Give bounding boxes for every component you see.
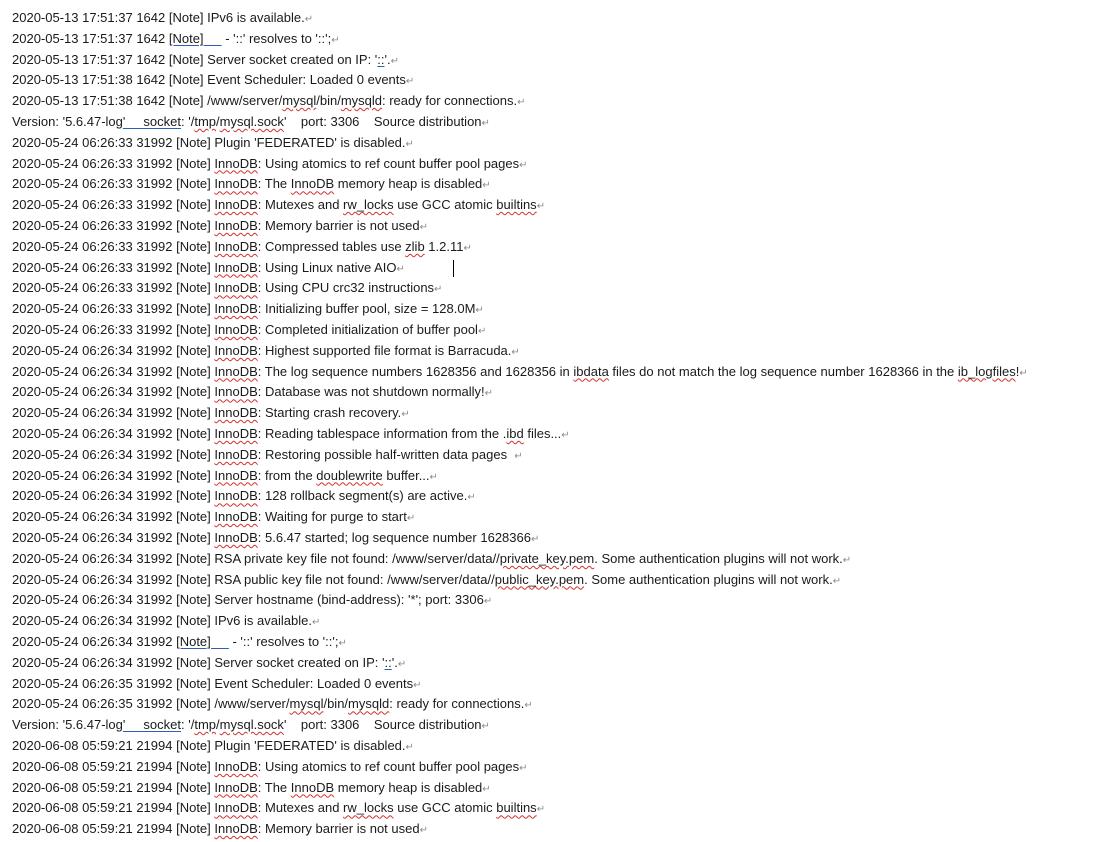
- log-line-text: /bin/: [316, 93, 341, 109]
- log-line-text: 2020-05-24 06:26:34 31992 [Note]: [12, 530, 215, 545]
- log-line-text: InnoDB: [214, 800, 258, 816]
- paragraph-mark-icon: ↵: [419, 222, 428, 233]
- paragraph-mark-icon: ↵: [561, 430, 570, 441]
- paragraph-mark-icon: ↵: [524, 700, 533, 712]
- log-line-text: Version: '5.6.47-log: [12, 717, 123, 733]
- log-line-text: ibd: [506, 426, 524, 441]
- log-line-text: mysql.sock: [219, 114, 284, 129]
- log-line-text: : Memory barrier is not used: [257, 821, 420, 837]
- log-line-text: . Some authentication plugins will not work.: [594, 550, 843, 566]
- paragraph-mark-icon: ↵: [483, 596, 493, 608]
- log-line-text: : Using atomics to ref count buffer pool pages: [257, 758, 520, 774]
- log-line-text: 2020-05-24 06:26:35 31992 [Note] /www/server/: [12, 696, 290, 712]
- log-line-text: : Database was not shutdown normally!: [257, 384, 485, 400]
- log-line-text: 2020-05-24 06:26:34 31992 [Note] Server hostname (bind-address): '*'; port: 3306: [12, 592, 484, 608]
- log-line-text: builtins: [496, 197, 537, 213]
- log-line-text: : Mutexes and: [257, 800, 344, 816]
- log-line[interactable]: [12, 341, 520, 362]
- log-line-text: : Using atomics to ref count buffer pool pages: [257, 155, 520, 171]
- log-line-text: 2020-05-24 06:26:34 31992: [12, 634, 177, 649]
- log-line[interactable]: [12, 299, 484, 320]
- log-line-text: : Completed initialization of buffer pool: [257, 322, 478, 337]
- log-line[interactable]: [12, 258, 405, 279]
- log-line-text: 2020-06-08 05:59:21 21994 [Note]: [12, 821, 215, 837]
- log-line-text: : Restoring possible half-written data pages: [257, 446, 515, 462]
- log-line-text: InnoDB: [214, 218, 258, 233]
- paragraph-mark-icon: ↵: [429, 471, 438, 483]
- paragraph-mark-icon: ↵: [463, 242, 472, 254]
- paragraph-mark-icon: ↵: [1019, 367, 1028, 379]
- log-line-text: : 128 rollback segment(s) are active.: [257, 488, 468, 504]
- log-line-text: : Compressed tables use: [257, 238, 406, 254]
- log-line-text: 2020-05-24 06:26:34 31992 [Note] RSA private key file not found: /www/server/data//: [12, 550, 500, 566]
- log-line-text: ' socket: [122, 114, 182, 129]
- log-line-text: 2020-05-13 17:51:37 1642 [Note] Server socket created on IP: ': [12, 51, 378, 67]
- log-line-text: builtins: [496, 800, 537, 816]
- log-line-text: : Initializing buffer pool, size = 128.0M: [257, 301, 476, 317]
- log-line-text: /: [216, 114, 220, 129]
- log-line[interactable]: [12, 320, 486, 341]
- log-line-text: 2020-05-24 06:26:34 31992 [Note] RSA public key file not found: /www/server/data//: [12, 571, 495, 587]
- paragraph-mark-icon: ↵: [434, 284, 443, 296]
- log-line[interactable]: [12, 694, 533, 715]
- log-line-text: InnoDB: [214, 155, 258, 171]
- log-line-text: InnoDB: [214, 238, 258, 254]
- log-line-text: 2020-05-24 06:26:34 31992 [Note]: [12, 426, 215, 441]
- log-line-text: 2020-05-24 06:26:35 31992 [Note] Event Scheduler: Loaded 0 events: [12, 675, 414, 691]
- log-line[interactable]: [12, 549, 851, 570]
- log-line-text: 2020-05-13 17:51:38 1642 [Note] Event Scheduler: Loaded 0 events: [12, 72, 406, 88]
- log-line-text: mysql.sock: [219, 717, 284, 733]
- log-line-text: : Waiting for purge to start: [257, 509, 407, 525]
- log-line-text: : Memory barrier is not used: [257, 218, 420, 233]
- log-line-text: InnoDB: [214, 779, 258, 795]
- log-line-text: 2020-05-13 17:51:37 1642 [Note] IPv6 is available.: [12, 10, 305, 25]
- log-line-text: : 5.6.47 started; log sequence number 1628366: [257, 530, 531, 545]
- log-line-text: : ready for connections.: [382, 93, 518, 109]
- log-line-text: 2020-06-08 05:59:21 21994 [Note]: [12, 779, 215, 795]
- log-line-text: InnoDB: [214, 322, 258, 337]
- log-line-text: /bin/: [323, 696, 349, 712]
- log-line-text: InnoDB: [214, 197, 258, 213]
- log-line-text: InnoDB: [214, 467, 258, 483]
- log-line-text: InnoDB: [290, 176, 335, 192]
- log-line-text: : Mutexes and: [257, 197, 344, 213]
- log-line-text: InnoDB: [214, 259, 258, 275]
- log-line[interactable]: [12, 403, 410, 424]
- log-line-text: . Some authentication plugins will not work.: [584, 571, 833, 587]
- log-line-text: rw_locks: [343, 197, 394, 213]
- log-line-text: 2020-05-13 17:51:37 1642: [12, 30, 169, 46]
- log-line-text: 2020-05-24 06:26:34 31992 [Note] Server socket created on IP: ': [12, 654, 385, 670]
- log-line-text: 2020-05-24 06:26:33 31992 [Note]: [12, 280, 215, 296]
- log-line[interactable]: [12, 736, 414, 757]
- log-line[interactable]: [12, 486, 476, 507]
- log-line-text: : The: [257, 176, 291, 192]
- log-line[interactable]: [12, 174, 491, 195]
- log-line-text: 2020-05-24 06:26:34 31992 [Note]: [12, 342, 215, 358]
- log-line[interactable]: [12, 466, 438, 487]
- log-line-text: tmp: [194, 114, 217, 129]
- log-line-text: files do not match the log sequence number 1628366 in the: [608, 363, 958, 379]
- log-line-text: [Note]: [168, 30, 222, 46]
- log-line-text: doublewrite: [316, 467, 383, 483]
- log-line[interactable]: [12, 424, 570, 445]
- log-line[interactable]: [12, 362, 1028, 383]
- log-line[interactable]: [12, 8, 313, 29]
- log-line-text: 2020-05-24 06:26:33 31992 [Note]: [12, 176, 215, 192]
- log-line-text: buffer...: [382, 467, 430, 483]
- log-line-text: 2020-05-13 17:51:38 1642 [Note] /www/server/: [12, 93, 283, 109]
- log-line-text: ibdata: [573, 363, 609, 379]
- paragraph-mark-icon: ↵: [467, 492, 476, 504]
- paragraph-mark-icon: ↵: [481, 118, 490, 129]
- log-line-text: 2020-05-24 06:26:33 31992 [Note]: [12, 238, 215, 254]
- log-line-text: memory heap is disabled: [334, 176, 483, 192]
- paragraph-mark-icon: ↵: [519, 762, 528, 774]
- log-line[interactable]: [12, 590, 492, 611]
- log-line[interactable]: [12, 50, 399, 71]
- log-line-text: : Highest supported file format is Barracuda.: [257, 342, 512, 358]
- log-line-text: 2020-06-08 05:59:21 21994 [Note] Plugin 'FEDERATED' is disabled.: [12, 738, 406, 753]
- log-line-text: 2020-05-24 06:26:34 31992 [Note]: [12, 467, 215, 483]
- log-line-text: 2020-05-24 06:26:34 31992 [Note]: [12, 488, 215, 504]
- log-line[interactable]: [12, 757, 528, 778]
- log-line-text: InnoDB: [214, 488, 258, 504]
- log-line-text: 2020-05-24 06:26:34 31992 [Note]: [12, 384, 215, 400]
- log-line-text: InnoDB: [214, 426, 258, 441]
- paragraph-mark-icon: ↵: [419, 825, 428, 837]
- log-line-text: use GCC atomic: [393, 197, 497, 213]
- log-line[interactable]: [12, 570, 841, 591]
- log-line-text: 2020-05-24 06:26:34 31992 [Note]: [12, 405, 215, 421]
- log-line[interactable]: [12, 112, 490, 133]
- paragraph-mark-icon: ↵: [536, 804, 546, 816]
- log-line-text: InnoDB: [214, 446, 258, 462]
- log-line-text: - '::' resolves to '::';: [221, 30, 332, 46]
- log-line-text: !: [1015, 363, 1020, 379]
- log-line-text: InnoDB: [214, 530, 258, 545]
- paragraph-mark-icon: ↵: [405, 138, 414, 150]
- log-line-text: ' port: 3306 Source distribution: [283, 114, 482, 129]
- log-line[interactable]: [12, 29, 340, 50]
- paragraph-mark-icon: ↵: [475, 305, 484, 317]
- log-line-text: use GCC atomic: [393, 800, 497, 816]
- log-line-text: '.: [384, 51, 391, 67]
- log-line-text: 2020-05-24 06:26:33 31992 [Note]: [12, 155, 215, 171]
- log-line-text: InnoDB: [214, 176, 258, 192]
- log-line-text: : ready for connections.: [389, 696, 525, 712]
- log-line-text: ' port: 3306 Source distribution: [283, 717, 482, 733]
- log-line-text: InnoDB: [214, 342, 258, 358]
- log-line[interactable]: [12, 91, 526, 112]
- log-line-text: : The log sequence numbers 1628356 and 1628356 in: [257, 363, 574, 379]
- log-line-text: /: [216, 717, 220, 733]
- paragraph-mark-icon: ↵: [842, 554, 852, 566]
- log-line[interactable]: [12, 237, 472, 258]
- log-line-text: ::: [384, 654, 392, 670]
- paragraph-mark-icon: ↵: [511, 346, 520, 358]
- log-line[interactable]: [12, 632, 347, 653]
- log-line[interactable]: [12, 278, 442, 299]
- log-line[interactable]: [12, 653, 406, 674]
- log-line-text: InnoDB: [214, 280, 258, 296]
- log-line-text: : Using Linux native AIO: [257, 259, 397, 275]
- text-cursor: [453, 260, 454, 277]
- log-line-text: 2020-05-24 06:26:33 31992 [Note]: [12, 259, 215, 275]
- log-line-text: zlib: [405, 238, 425, 254]
- paragraph-mark-icon: ↵: [482, 783, 491, 795]
- log-line-text: private_key.pem: [499, 550, 595, 566]
- log-line[interactable]: [12, 195, 545, 216]
- log-line-text: InnoDB: [290, 779, 335, 795]
- log-line[interactable]: [12, 70, 414, 91]
- log-line[interactable]: [12, 382, 493, 403]
- log-line-text: : Starting crash recovery.: [257, 405, 402, 421]
- log-line-text: mysqld: [348, 696, 390, 712]
- log-line-text: files...: [523, 426, 562, 441]
- log-line-text: mysql: [282, 93, 317, 109]
- log-line[interactable]: [12, 611, 320, 632]
- log-line-text: rw_locks: [343, 800, 394, 816]
- log-line-text: : The: [257, 779, 291, 795]
- log-line-text: : Using CPU crc32 instructions: [257, 280, 435, 296]
- paragraph-mark-icon: ↵: [304, 14, 314, 25]
- log-line-text: : '/: [181, 717, 195, 733]
- log-line-text: 2020-05-24 06:26:34 31992 [Note]: [12, 363, 215, 379]
- log-line-text: 2020-05-24 06:26:34 31992 [Note]: [12, 446, 215, 462]
- log-line-text: 1.2.11: [424, 238, 464, 254]
- log-line-text: InnoDB: [214, 384, 258, 400]
- paragraph-mark-icon: ↵: [514, 450, 523, 462]
- log-line-text: tmp: [194, 717, 217, 733]
- paragraph-mark-icon: ↵: [311, 617, 321, 629]
- log-line-text: 2020-06-08 05:59:21 21994 [Note]: [12, 758, 215, 774]
- log-line-text: '.: [391, 654, 398, 670]
- paragraph-mark-icon: ↵: [390, 55, 399, 67]
- paragraph-mark-icon: ↵: [519, 159, 528, 171]
- log-line[interactable]: [12, 507, 415, 528]
- log-line[interactable]: [12, 154, 528, 175]
- log-line-text: InnoDB: [214, 509, 258, 525]
- log-line[interactable]: [12, 715, 490, 736]
- log-line-text: ::: [377, 51, 385, 67]
- log-line-text: 2020-05-24 06:26:33 31992 [Note]: [12, 322, 215, 337]
- log-line-text: ib_logfiles: [957, 363, 1016, 379]
- log-line-text: InnoDB: [214, 821, 258, 837]
- log-line-text: InnoDB: [214, 405, 258, 421]
- log-line-text: mysqld: [340, 93, 382, 109]
- paragraph-mark-icon: ↵: [481, 721, 490, 733]
- log-line[interactable]: [12, 798, 545, 819]
- log-line-text: - '::' resolves to '::';: [228, 634, 339, 649]
- log-line-text: Version: '5.6.47-log: [12, 114, 123, 129]
- log-line-text: 2020-06-08 05:59:21 21994 [Note]: [12, 800, 215, 816]
- paragraph-mark-icon: ↵: [484, 388, 494, 400]
- log-line[interactable]: [12, 778, 491, 799]
- log-line-text: 2020-05-24 06:26:33 31992 [Note]: [12, 301, 215, 317]
- log-line-text: : from the: [257, 467, 317, 483]
- paragraph-mark-icon: ↵: [338, 638, 347, 649]
- paragraph-mark-icon: ↵: [331, 34, 340, 46]
- paragraph-mark-icon: ↵: [406, 513, 416, 525]
- log-line-text: [Note]: [176, 634, 229, 649]
- log-line-text: 2020-05-24 06:26:33 31992 [Note]: [12, 218, 215, 233]
- log-line[interactable]: [12, 528, 539, 549]
- log-line[interactable]: [12, 819, 428, 840]
- log-line-text: 2020-05-24 06:26:33 31992 [Note] Plugin 'FEDERATED' is disabled.: [12, 134, 406, 150]
- log-line-text: memory heap is disabled: [334, 779, 483, 795]
- paragraph-mark-icon: ↵: [517, 97, 526, 109]
- log-line-text: public_key.pem: [494, 571, 585, 587]
- paragraph-mark-icon: ↵: [536, 201, 546, 213]
- log-line[interactable]: [12, 445, 523, 466]
- paragraph-mark-icon: ↵: [405, 76, 415, 88]
- log-line[interactable]: [12, 216, 428, 237]
- paragraph-mark-icon: ↵: [482, 180, 491, 192]
- paragraph-mark-icon: ↵: [397, 658, 407, 670]
- paragraph-mark-icon: ↵: [405, 742, 414, 753]
- paragraph-mark-icon: ↵: [401, 409, 410, 421]
- log-line-text: 2020-05-24 06:26:33 31992 [Note]: [12, 197, 215, 213]
- paragraph-mark-icon: ↵: [396, 263, 405, 275]
- log-line-text: 2020-05-24 06:26:34 31992 [Note] IPv6 is available.: [12, 613, 312, 629]
- log-line-text: : Reading tablespace information from the .: [257, 426, 507, 441]
- paragraph-mark-icon: ↵: [477, 326, 487, 337]
- log-line-text: InnoDB: [214, 363, 258, 379]
- paragraph-mark-icon: ↵: [413, 679, 422, 691]
- log-line-text: InnoDB: [214, 758, 258, 774]
- log-line-text: 2020-05-24 06:26:34 31992 [Note]: [12, 509, 215, 525]
- paragraph-mark-icon: ↵: [530, 534, 540, 545]
- paragraph-mark-icon: ↵: [832, 575, 842, 587]
- log-line-text: ' socket: [122, 717, 182, 733]
- log-line-text: mysql: [289, 696, 324, 712]
- log-line-text: InnoDB: [214, 301, 258, 317]
- log-line[interactable]: [12, 133, 414, 154]
- log-line[interactable]: [12, 674, 422, 695]
- log-line-text: : '/: [181, 114, 195, 129]
